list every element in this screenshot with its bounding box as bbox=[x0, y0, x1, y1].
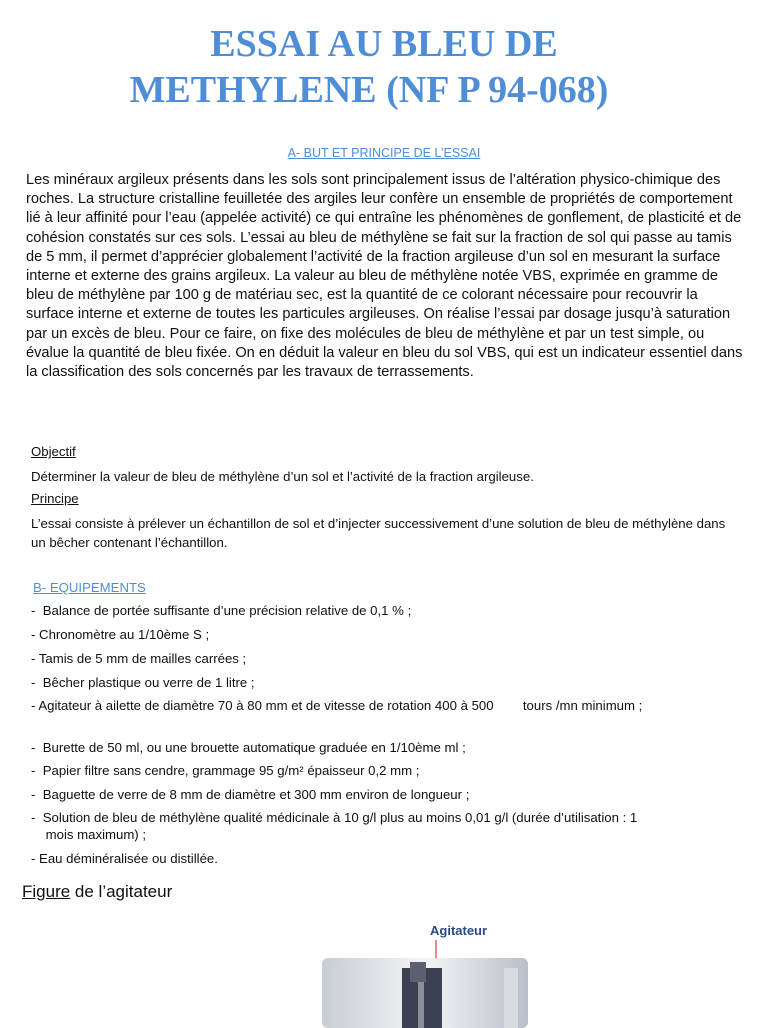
equipment-item: - Solution de bleu de méthylène qualité médicinale à 10 g/l plus au moins 0,01 g/l (durée d’utilisation : 1 bbox=[31, 810, 638, 825]
agitator-illustration bbox=[322, 958, 528, 1028]
figure-caption-label: Figure bbox=[22, 882, 71, 901]
agitator-photo bbox=[322, 958, 528, 1028]
equipment-item: - Balance de portée suffisante d’une précision relative de 0,1 % ; bbox=[31, 603, 412, 618]
equipment-item: - Burette de 50 ml, ou une brouette automatique graduée en 1/10ème ml ; bbox=[31, 740, 466, 755]
principe-text: L’essai consiste à prélever un échantillon de sol et d’injecter successivement d’une solution de bleu de méthylène dans un bêcher contenant l’échantillon. bbox=[31, 516, 726, 550]
equipment-item: - Tamis de 5 mm de mailles carrées ; bbox=[31, 651, 247, 666]
section-a-paragraph: Les minéraux argileux présents dans les sols sont principalement issus de l’altération physico-chimique des roches. La structure cristalline feuilletée des argiles leur confère un ensemble de propriétés de comportement lié à leur affinité pour l’eau (appelée activité) ce qui entraîne les phénomènes de gonflement, de plasticité et de cohésion constatés sur ces sols. L’essai au bleu de méthylène se fait sur la fraction de sol qui passe au tamis de 5 mm, il permet d’apprécier globalement l’activité de la fraction argileuse d’un sol en mesurant la surface interne et externe des grains argileux. La valeur au bleu de méthylène notée VBS, exprimée en gramme de bleu de méthylène par 100 g de matériau sec, est la quantité de ce colorant nécessaire pour recouvrir la surface interne et externe de toutes les particules argileuses. On réalise l’essai par dosage jusqu’à saturation par un excès de bleu. Pour ce faire, on fixe des molécules de bleu de méthylène et par un test simple, ou évalue la quantité de bleu fixée. On en déduit la valeur en bleu du sol VBS, qui est un indicateur essentiel dans la classification des sols concernés par les travaux de terrassements. bbox=[26, 172, 743, 381]
figure-caption bbox=[22, 882, 172, 902]
principe-label: Principe bbox=[31, 491, 79, 506]
section-b-heading: B- EQUIPEMENTS bbox=[33, 580, 146, 595]
figure-caption-text: de l’agitateur bbox=[70, 882, 173, 901]
document-title-line-2: METHYLENE (NF P 94-068) bbox=[129, 69, 609, 111]
equipment-item: - Eau déminéralisée ou distillée. bbox=[31, 851, 218, 866]
agitator-label: Agitateur bbox=[430, 923, 488, 938]
section-a-heading: A- BUT ET PRINCIPE DE L’ESSAI bbox=[287, 146, 481, 160]
objectif-label: Objectif bbox=[31, 444, 76, 459]
equipment-item: - Agitateur à ailette de diamètre 70 à 80 mm et de vitesse de rotation 400 à 500 tours /mn minimum ; bbox=[31, 698, 643, 713]
equipment-item: mois maximum) ; bbox=[31, 827, 147, 842]
equipment-item: - Papier filtre sans cendre, grammage 95 g/m² épaisseur 0,2 mm ; bbox=[31, 763, 420, 778]
document-title-line-1: ESSAI AU BLEU DE bbox=[210, 23, 558, 65]
equipment-item: - Baguette de verre de 8 mm de diamètre et 300 mm environ de longueur ; bbox=[31, 787, 470, 802]
equipment-item: - Chronomètre au 1/10ème S ; bbox=[31, 627, 210, 642]
objectif-text: Déterminer la valeur de bleu de méthylène d’un sol et l’activité de la fraction argileuse. bbox=[31, 469, 534, 484]
equipment-item: - Bêcher plastique ou verre de 1 litre ; bbox=[31, 675, 255, 690]
